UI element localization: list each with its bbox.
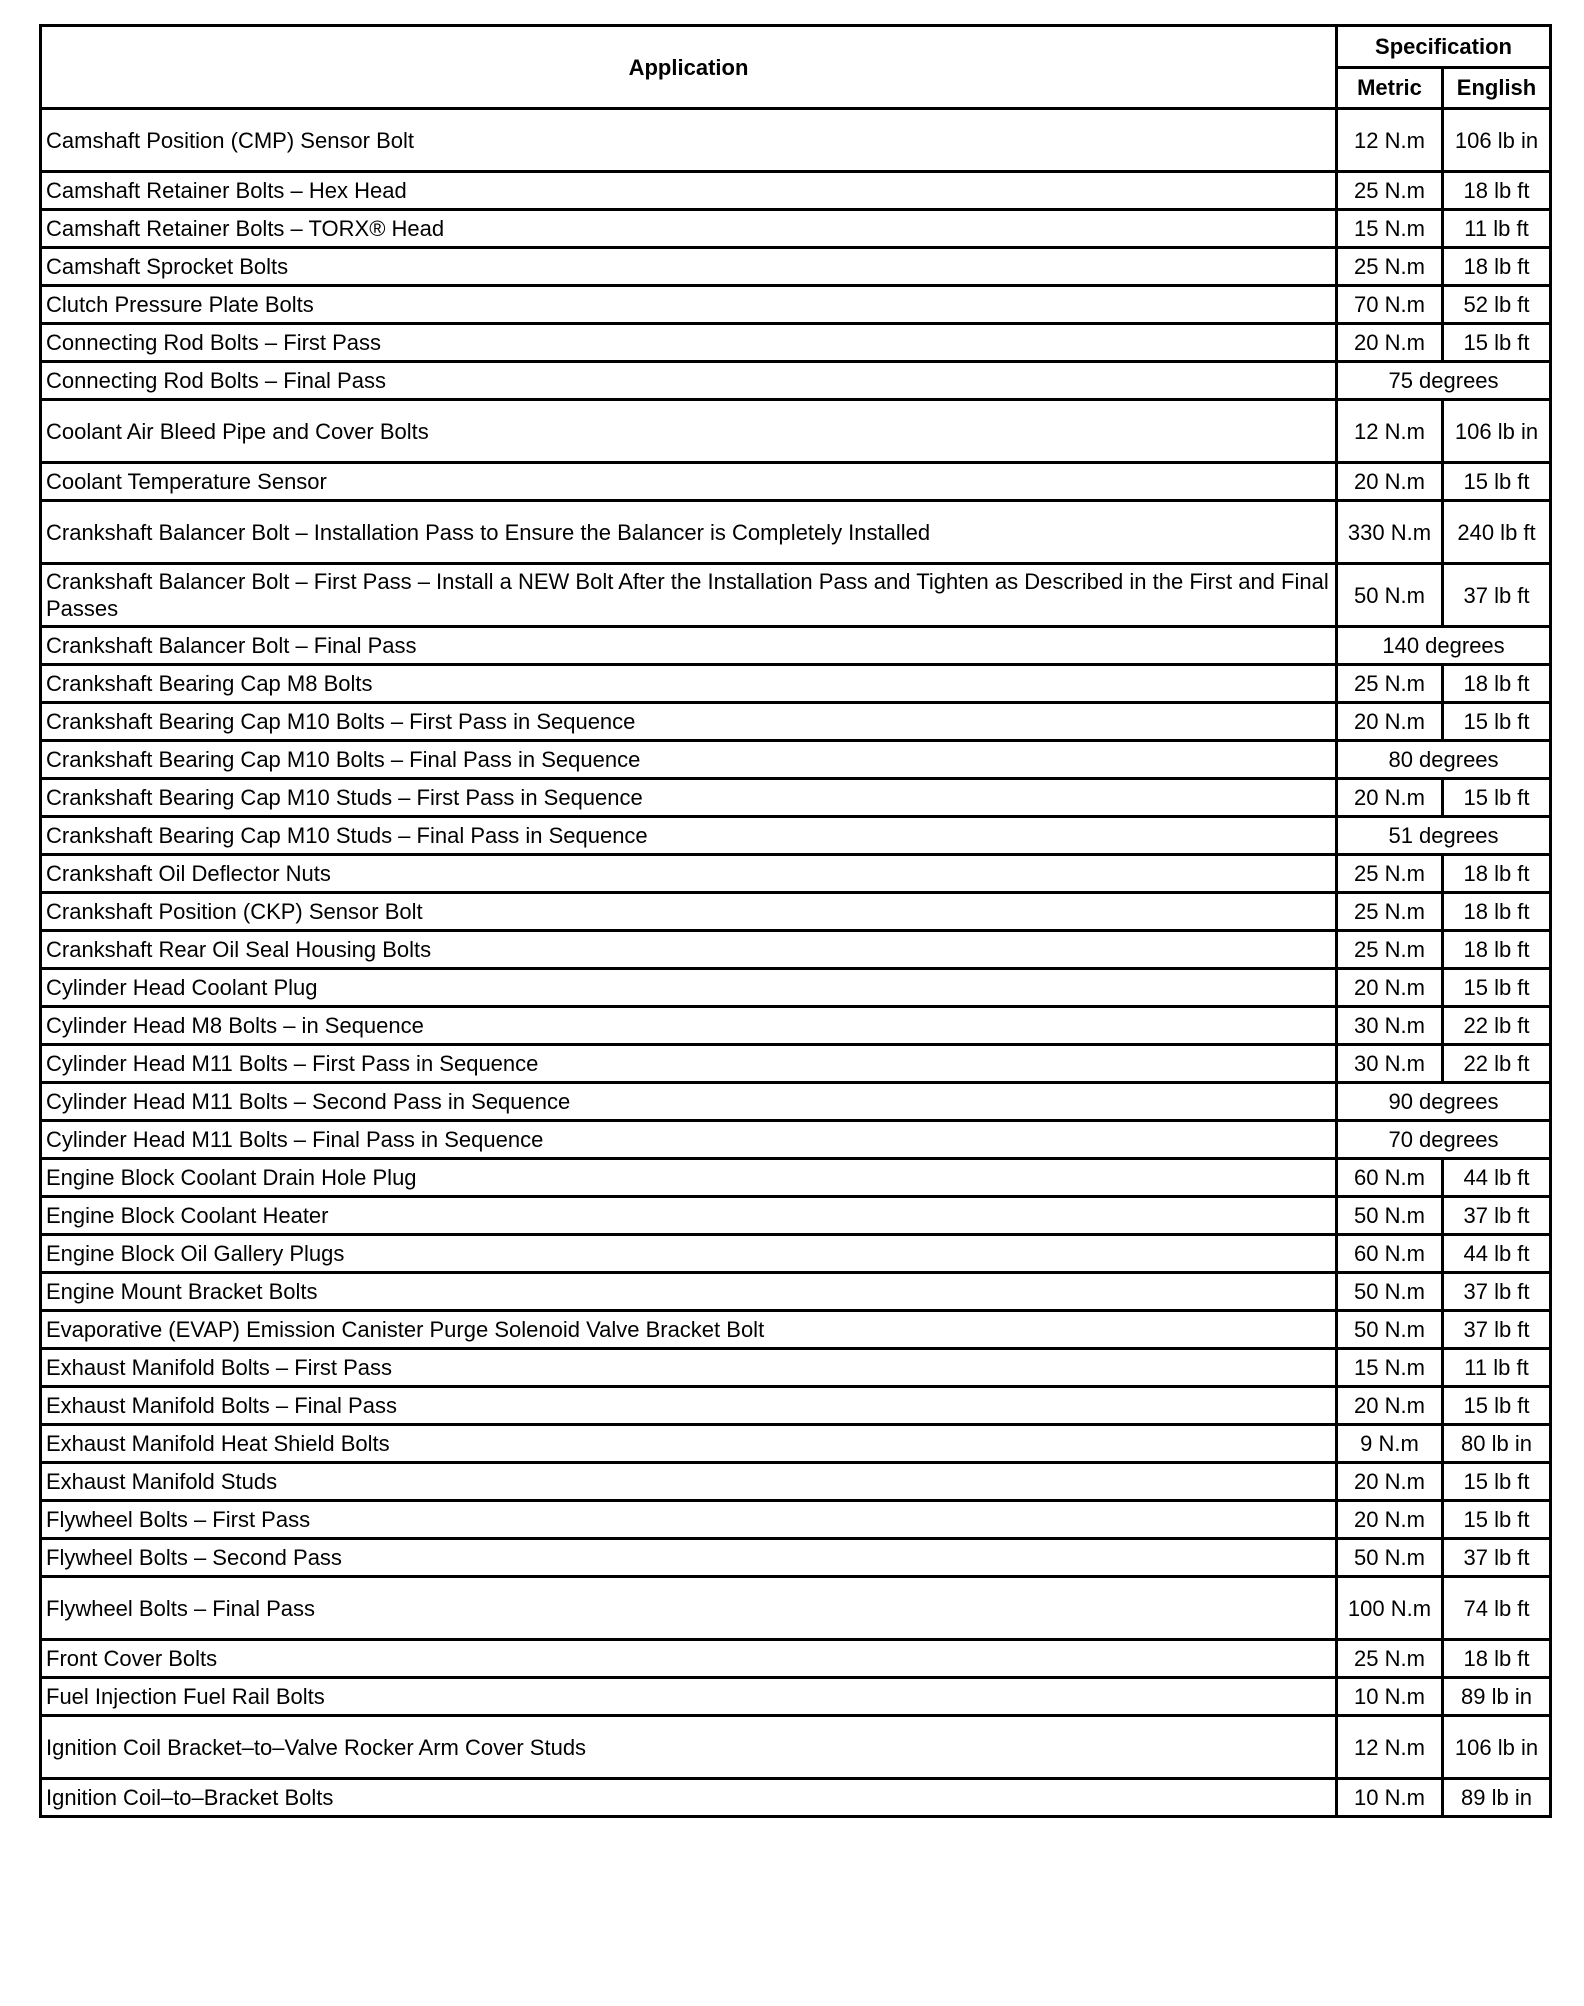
metric-cell: 60 N.m bbox=[1337, 1159, 1443, 1197]
english-cell: 15 lb ft bbox=[1443, 1501, 1551, 1539]
application-cell: Cylinder Head Coolant Plug bbox=[41, 969, 1337, 1007]
metric-cell: 50 N.m bbox=[1337, 1539, 1443, 1577]
application-cell: Exhaust Manifold Studs bbox=[41, 1463, 1337, 1501]
application-cell: Flywheel Bolts – Second Pass bbox=[41, 1539, 1337, 1577]
table-row bbox=[41, 1045, 1551, 1083]
metric-cell: 12 N.m bbox=[1337, 400, 1443, 463]
application-cell: Connecting Rod Bolts – Final Pass bbox=[41, 362, 1337, 400]
metric-cell: 25 N.m bbox=[1337, 1640, 1443, 1678]
metric-cell: 25 N.m bbox=[1337, 855, 1443, 893]
metric-cell: 9 N.m bbox=[1337, 1425, 1443, 1463]
english-cell: 18 lb ft bbox=[1443, 893, 1551, 931]
english-cell: 44 lb ft bbox=[1443, 1159, 1551, 1197]
english-cell: 18 lb ft bbox=[1443, 1640, 1551, 1678]
application-cell: Crankshaft Position (CKP) Sensor Bolt bbox=[41, 893, 1337, 931]
metric-cell: 20 N.m bbox=[1337, 463, 1443, 501]
table-row bbox=[41, 931, 1551, 969]
metric-cell: 25 N.m bbox=[1337, 931, 1443, 969]
metric-cell: 25 N.m bbox=[1337, 248, 1443, 286]
metric-cell: 30 N.m bbox=[1337, 1007, 1443, 1045]
english-cell: 18 lb ft bbox=[1443, 855, 1551, 893]
metric-cell: 12 N.m bbox=[1337, 109, 1443, 172]
application-cell: Connecting Rod Bolts – First Pass bbox=[41, 324, 1337, 362]
application-cell: Camshaft Position (CMP) Sensor Bolt bbox=[41, 109, 1337, 172]
table-row bbox=[41, 1716, 1551, 1779]
metric-header: Metric bbox=[1337, 67, 1443, 109]
angle-spec-cell: 90 degrees bbox=[1337, 1083, 1551, 1121]
table-row bbox=[41, 1425, 1551, 1463]
metric-cell: 15 N.m bbox=[1337, 210, 1443, 248]
metric-cell: 50 N.m bbox=[1337, 1273, 1443, 1311]
table-row bbox=[41, 665, 1551, 703]
application-cell: Cylinder Head M8 Bolts – in Sequence bbox=[41, 1007, 1337, 1045]
metric-cell: 20 N.m bbox=[1337, 703, 1443, 741]
application-cell: Crankshaft Balancer Bolt – Installation Pass to Ensure the Balancer is Completely Installed bbox=[41, 501, 1337, 564]
table-row bbox=[41, 362, 1551, 400]
application-cell: Crankshaft Bearing Cap M10 Studs – Final Pass in Sequence bbox=[41, 817, 1337, 855]
application-cell: Engine Mount Bracket Bolts bbox=[41, 1273, 1337, 1311]
table-header bbox=[41, 26, 1551, 109]
english-cell: 18 lb ft bbox=[1443, 931, 1551, 969]
english-cell: 15 lb ft bbox=[1443, 463, 1551, 501]
table-row bbox=[41, 210, 1551, 248]
english-cell: 106 lb in bbox=[1443, 109, 1551, 172]
english-header: English bbox=[1443, 67, 1551, 109]
metric-cell: 10 N.m bbox=[1337, 1678, 1443, 1716]
specification-header: Specification bbox=[1337, 26, 1551, 68]
table-row bbox=[41, 1349, 1551, 1387]
application-cell: Engine Block Coolant Heater bbox=[41, 1197, 1337, 1235]
application-cell: Exhaust Manifold Bolts – First Pass bbox=[41, 1349, 1337, 1387]
application-cell: Cylinder Head M11 Bolts – Second Pass in Sequence bbox=[41, 1083, 1337, 1121]
metric-cell: 25 N.m bbox=[1337, 665, 1443, 703]
metric-cell: 15 N.m bbox=[1337, 1349, 1443, 1387]
table-row bbox=[41, 1311, 1551, 1349]
english-cell: 15 lb ft bbox=[1443, 1463, 1551, 1501]
english-cell: 18 lb ft bbox=[1443, 172, 1551, 210]
angle-spec-cell: 80 degrees bbox=[1337, 741, 1551, 779]
table-row bbox=[41, 324, 1551, 362]
table-row bbox=[41, 855, 1551, 893]
table-row bbox=[41, 1083, 1551, 1121]
angle-spec-cell: 70 degrees bbox=[1337, 1121, 1551, 1159]
english-cell: 18 lb ft bbox=[1443, 248, 1551, 286]
metric-cell: 10 N.m bbox=[1337, 1779, 1443, 1817]
application-cell: Cylinder Head M11 Bolts – Final Pass in Sequence bbox=[41, 1121, 1337, 1159]
metric-cell: 25 N.m bbox=[1337, 893, 1443, 931]
application-cell: Fuel Injection Fuel Rail Bolts bbox=[41, 1678, 1337, 1716]
table-body bbox=[41, 109, 1551, 1817]
application-cell: Coolant Temperature Sensor bbox=[41, 463, 1337, 501]
application-cell: Camshaft Retainer Bolts – TORX® Head bbox=[41, 210, 1337, 248]
table-row bbox=[41, 463, 1551, 501]
table-row bbox=[41, 1273, 1551, 1311]
metric-cell: 30 N.m bbox=[1337, 1045, 1443, 1083]
english-cell: 15 lb ft bbox=[1443, 703, 1551, 741]
table-row bbox=[41, 1007, 1551, 1045]
application-cell: Engine Block Coolant Drain Hole Plug bbox=[41, 1159, 1337, 1197]
table-row bbox=[41, 627, 1551, 665]
table-row bbox=[41, 1678, 1551, 1716]
application-cell: Camshaft Sprocket Bolts bbox=[41, 248, 1337, 286]
application-cell: Crankshaft Oil Deflector Nuts bbox=[41, 855, 1337, 893]
metric-cell: 70 N.m bbox=[1337, 286, 1443, 324]
application-cell: Exhaust Manifold Heat Shield Bolts bbox=[41, 1425, 1337, 1463]
metric-cell: 60 N.m bbox=[1337, 1235, 1443, 1273]
english-cell: 15 lb ft bbox=[1443, 779, 1551, 817]
english-cell: 22 lb ft bbox=[1443, 1045, 1551, 1083]
english-cell: 11 lb ft bbox=[1443, 210, 1551, 248]
english-cell: 37 lb ft bbox=[1443, 1539, 1551, 1577]
application-cell: Camshaft Retainer Bolts – Hex Head bbox=[41, 172, 1337, 210]
english-cell: 106 lb in bbox=[1443, 1716, 1551, 1779]
english-cell: 15 lb ft bbox=[1443, 324, 1551, 362]
english-cell: 37 lb ft bbox=[1443, 1197, 1551, 1235]
english-cell: 37 lb ft bbox=[1443, 564, 1551, 627]
english-cell: 11 lb ft bbox=[1443, 1349, 1551, 1387]
english-cell: 74 lb ft bbox=[1443, 1577, 1551, 1640]
application-cell: Exhaust Manifold Bolts – Final Pass bbox=[41, 1387, 1337, 1425]
metric-cell: 20 N.m bbox=[1337, 1501, 1443, 1539]
table-row bbox=[41, 172, 1551, 210]
header-row-top bbox=[41, 26, 1551, 68]
table-row bbox=[41, 703, 1551, 741]
table-row bbox=[41, 1501, 1551, 1539]
table-row bbox=[41, 109, 1551, 172]
application-cell: Crankshaft Rear Oil Seal Housing Bolts bbox=[41, 931, 1337, 969]
application-cell: Crankshaft Balancer Bolt – Final Pass bbox=[41, 627, 1337, 665]
table-row bbox=[41, 248, 1551, 286]
table-row bbox=[41, 1640, 1551, 1678]
application-cell: Crankshaft Bearing Cap M10 Bolts – Final Pass in Sequence bbox=[41, 741, 1337, 779]
english-cell: 89 lb in bbox=[1443, 1779, 1551, 1817]
english-cell: 240 lb ft bbox=[1443, 501, 1551, 564]
table-row bbox=[41, 1159, 1551, 1197]
application-header: Application bbox=[41, 26, 1337, 109]
table-row bbox=[41, 779, 1551, 817]
table-row bbox=[41, 1539, 1551, 1577]
table-row bbox=[41, 501, 1551, 564]
english-cell: 37 lb ft bbox=[1443, 1311, 1551, 1349]
table-row bbox=[41, 969, 1551, 1007]
application-cell: Engine Block Oil Gallery Plugs bbox=[41, 1235, 1337, 1273]
table-row bbox=[41, 1235, 1551, 1273]
application-cell: Ignition Coil–to–Bracket Bolts bbox=[41, 1779, 1337, 1817]
english-cell: 44 lb ft bbox=[1443, 1235, 1551, 1273]
english-cell: 15 lb ft bbox=[1443, 1387, 1551, 1425]
application-cell: Crankshaft Bearing Cap M10 Studs – First Pass in Sequence bbox=[41, 779, 1337, 817]
angle-spec-cell: 51 degrees bbox=[1337, 817, 1551, 855]
table-row bbox=[41, 564, 1551, 627]
application-cell: Crankshaft Bearing Cap M10 Bolts – First Pass in Sequence bbox=[41, 703, 1337, 741]
metric-cell: 330 N.m bbox=[1337, 501, 1443, 564]
metric-cell: 20 N.m bbox=[1337, 1463, 1443, 1501]
torque-spec-table bbox=[39, 24, 1552, 1818]
english-cell: 15 lb ft bbox=[1443, 969, 1551, 1007]
table-row bbox=[41, 1463, 1551, 1501]
application-cell: Ignition Coil Bracket–to–Valve Rocker Arm Cover Studs bbox=[41, 1716, 1337, 1779]
metric-cell: 20 N.m bbox=[1337, 779, 1443, 817]
table-row bbox=[41, 817, 1551, 855]
metric-cell: 20 N.m bbox=[1337, 969, 1443, 1007]
application-cell: Front Cover Bolts bbox=[41, 1640, 1337, 1678]
metric-cell: 100 N.m bbox=[1337, 1577, 1443, 1640]
english-cell: 37 lb ft bbox=[1443, 1273, 1551, 1311]
application-cell: Clutch Pressure Plate Bolts bbox=[41, 286, 1337, 324]
metric-cell: 50 N.m bbox=[1337, 1311, 1443, 1349]
metric-cell: 12 N.m bbox=[1337, 1716, 1443, 1779]
table-row bbox=[41, 1779, 1551, 1817]
english-cell: 52 lb ft bbox=[1443, 286, 1551, 324]
application-cell: Cylinder Head M11 Bolts – First Pass in Sequence bbox=[41, 1045, 1337, 1083]
table-row bbox=[41, 1197, 1551, 1235]
application-cell: Crankshaft Bearing Cap M8 Bolts bbox=[41, 665, 1337, 703]
application-cell: Crankshaft Balancer Bolt – First Pass – Install a NEW Bolt After the Installation Pass and Tighten as Described in the First and Final Passes bbox=[41, 564, 1337, 627]
application-cell: Coolant Air Bleed Pipe and Cover Bolts bbox=[41, 400, 1337, 463]
metric-cell: 50 N.m bbox=[1337, 564, 1443, 627]
application-cell: Flywheel Bolts – First Pass bbox=[41, 1501, 1337, 1539]
metric-cell: 50 N.m bbox=[1337, 1197, 1443, 1235]
table-row bbox=[41, 1387, 1551, 1425]
table-row bbox=[41, 893, 1551, 931]
table-row bbox=[41, 286, 1551, 324]
english-cell: 106 lb in bbox=[1443, 400, 1551, 463]
application-cell: Flywheel Bolts – Final Pass bbox=[41, 1577, 1337, 1640]
table-row bbox=[41, 741, 1551, 779]
english-cell: 22 lb ft bbox=[1443, 1007, 1551, 1045]
english-cell: 18 lb ft bbox=[1443, 665, 1551, 703]
metric-cell: 25 N.m bbox=[1337, 172, 1443, 210]
angle-spec-cell: 75 degrees bbox=[1337, 362, 1551, 400]
table-row bbox=[41, 1121, 1551, 1159]
application-cell: Evaporative (EVAP) Emission Canister Purge Solenoid Valve Bracket Bolt bbox=[41, 1311, 1337, 1349]
english-cell: 89 lb in bbox=[1443, 1678, 1551, 1716]
metric-cell: 20 N.m bbox=[1337, 1387, 1443, 1425]
table-row bbox=[41, 400, 1551, 463]
table-row bbox=[41, 1577, 1551, 1640]
angle-spec-cell: 140 degrees bbox=[1337, 627, 1551, 665]
metric-cell: 20 N.m bbox=[1337, 324, 1443, 362]
english-cell: 80 lb in bbox=[1443, 1425, 1551, 1463]
